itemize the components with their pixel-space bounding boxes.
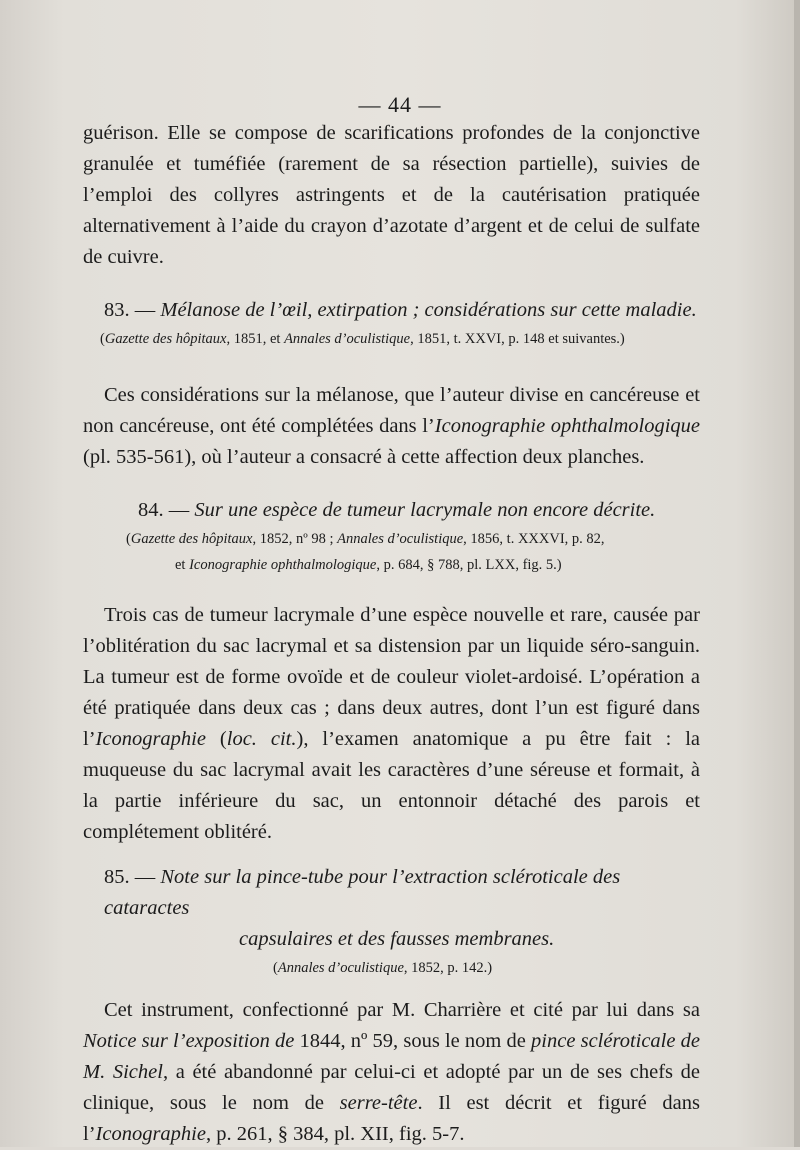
entry-85-paragraph: Cet instrument, confectionné par M. Charrière et cité par lui dans sa Notice sur l’exposition de 1844, nº 59, sous le nom de pince scléroticale de M. Sichel, a été abandonné par celui-ci et adopté par un de ses chefs de clinique, sous le nom de serre-tête. Il est décrit et figuré dans l’Iconographie, p. 261, § 384, pl. XII, fig. 5-7. <box>83 999 700 1145</box>
entry-83-heading <box>83 295 700 326</box>
entry-84-paragraph: Trois cas de tumeur lacrymale d’une espèce nouvelle et rare, causée par l’oblitération du sac lacrymal et sa distension par un liquide séro-sanguin. La tumeur est de forme ovoïde et de couleur violet-ardoisé. L’opération a été pratiquée dans deux cas ; dans deux autres, dont l’un est figuré dans l’Iconographie (loc. cit.), l’examen anatomique a pu être fait : la muqueuse du sac lacrymal avait les caractères d’une séreuse et formait, à la partie inférieure du sac, un entonnoir détaché des parois et complétement oblitéré. <box>83 604 700 843</box>
entry-85-reference: (Annales d’oculistique, 1852, p. 142.) <box>273 960 493 976</box>
page-body <box>83 118 700 1150</box>
entry-84-reference-line-1: (Gazette des hôpitaux, 1852, nº 98 ; Annales d’oculistique, 1856, t. XXXVI, p. 82, <box>126 531 605 547</box>
entry-84-reference-line-2: et Iconographie ophthalmologique, p. 684, § 788, pl. LXX, fig. 5.) <box>175 557 562 573</box>
entry-85-number: 85. — <box>104 866 156 888</box>
entry-83-paragraph: Ces considérations sur la mélanose, que l’auteur divise en cancéreuse et non cancéreuse, ont été complétées dans l’Iconographie ophthalmologique (pl. 535-561), où l’auteur a consacré à cette affection deux planches. <box>83 384 700 468</box>
entry-85-title-line-2: capsulaires et des fausses membranes. <box>239 928 555 950</box>
entry-85-title-line-1: Note sur la pince-tube pour l’extraction scléroticale des cataractes <box>104 866 621 919</box>
entry-84-number: 84. — <box>138 499 190 521</box>
entry-83-number: 83. — <box>104 299 156 321</box>
page-number: — 44 — <box>358 92 442 117</box>
entry-85-heading <box>83 862 700 924</box>
entry-83-title: Mélanose de l’œil, extirpation ; considérations sur cette maladie. <box>160 299 697 321</box>
page-edge-shadow <box>794 0 800 1147</box>
entry-84-title: Sur une espèce de tumeur lacrymale non encore décrite. <box>194 499 656 521</box>
entry-84-heading <box>83 495 700 526</box>
entry-83-reference: (Gazette des hôpitaux, 1851, et Annales d’oculistique, 1851, t. XXVI, p. 148 et suivantes.) <box>100 331 625 347</box>
intro-paragraph: guérison. Elle se compose de scarifications profondes de la conjonctive granulée et tuméfiée (rarement de sa résection partielle), suivies de l’emploi des collyres astringents et de la cautérisation pratiquée alternativement à l’aide du crayon d’azotate d’argent et de celui de sulfate de cuivre. <box>83 122 700 268</box>
